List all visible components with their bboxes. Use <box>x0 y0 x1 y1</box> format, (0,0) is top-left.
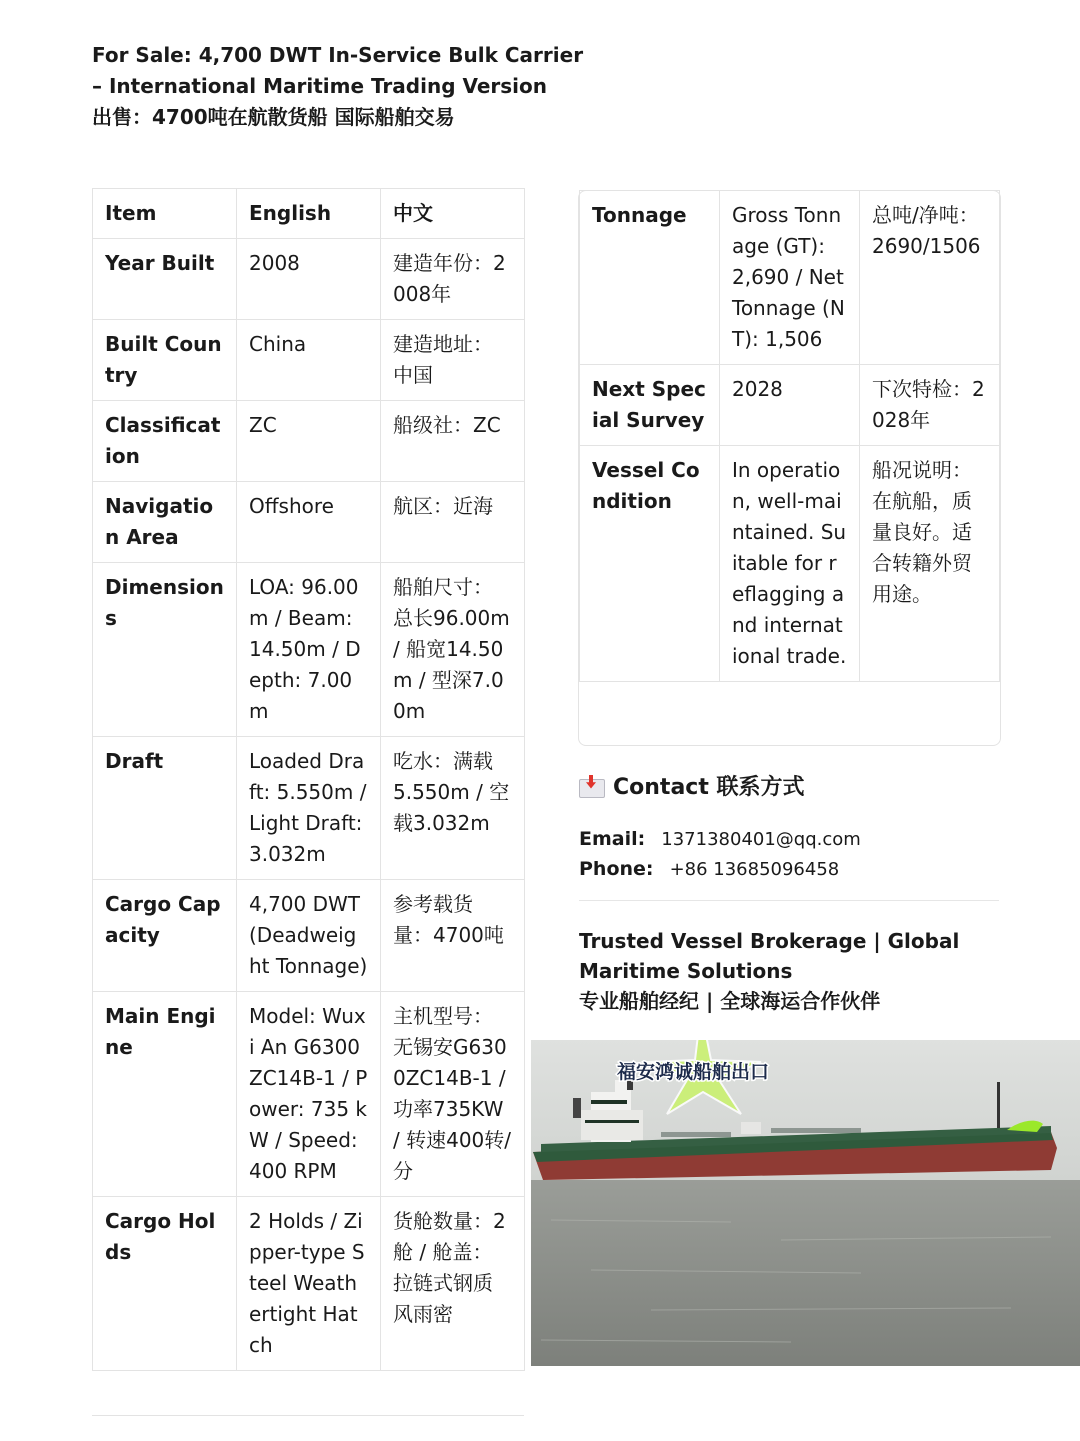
row-value-zh: 下次特检：2028年 <box>860 365 1000 446</box>
spec-table <box>92 188 525 1371</box>
row-value-zh: 建造年份：2008年 <box>381 239 525 320</box>
divider <box>579 900 999 901</box>
row-label: Year Built <box>93 239 237 320</box>
row-label: Dimensions <box>93 563 237 737</box>
table-row <box>93 737 525 880</box>
row-value-zh: 船级社：ZC <box>381 401 525 482</box>
table-header-row <box>93 189 525 239</box>
table-header-cell: English <box>237 189 381 239</box>
table-row <box>580 191 1000 365</box>
row-value-en: 2 Holds / Zipper-type Steel Weathertight Hatch <box>237 1197 381 1371</box>
row-value-zh: 总吨/净吨：2690/1506 <box>860 191 1000 365</box>
table-row <box>93 320 525 401</box>
phone-value[interactable]: +86 13685096458 <box>669 859 840 880</box>
tagline-en: Trusted Vessel Brokerage | Global Maritime Solutions <box>579 929 960 983</box>
table-row <box>580 446 1000 682</box>
row-value-en: Model: Wuxi An G6300ZC14B-1 / Power: 735 kW / Speed: 400 RPM <box>237 992 381 1197</box>
row-value-zh: 船况说明：在航船，质量良好。适合转籍外贸用途。 <box>860 446 1000 682</box>
email-value[interactable]: 1371380401@qq.com <box>661 829 861 850</box>
row-label: Next Special Survey <box>580 365 720 446</box>
photo-watermark: 福安鸿诚船舶出口 <box>617 1061 770 1083</box>
row-value-en: ZC <box>237 401 381 482</box>
vessel-photo-svg <box>531 1040 1080 1366</box>
vessel-photo <box>531 1040 1080 1366</box>
row-label: Navigation Area <box>93 482 237 563</box>
row-value-en: 4,700 DWT (Deadweight Tonnage) <box>237 880 381 992</box>
table-row <box>93 563 525 737</box>
table-row <box>93 482 525 563</box>
contact-heading <box>579 770 805 801</box>
row-label: Draft <box>93 737 237 880</box>
row-label: Cargo Holds <box>93 1197 237 1371</box>
table-row <box>93 992 525 1197</box>
row-value-zh: 货舱数量：2舱 / 舱盖：拉链式钢质风雨密 <box>381 1197 525 1371</box>
spec-table-continued <box>579 190 1000 682</box>
tagline-zh: 专业船舶经纪 | 全球海运合作伙伴 <box>579 989 881 1013</box>
row-label: Tonnage <box>580 191 720 365</box>
contact-heading-text: Contact 联系方式 <box>613 775 805 800</box>
email-line <box>579 828 861 850</box>
row-label: Vessel Condition <box>580 446 720 682</box>
title-line-2: – International Maritime Trading Version <box>92 74 548 98</box>
row-value-zh: 航区：近海 <box>381 482 525 563</box>
row-value-en: LOA: 96.00m / Beam: 14.50m / Depth: 7.00m <box>237 563 381 737</box>
row-value-en: China <box>237 320 381 401</box>
row-label: Built Country <box>93 320 237 401</box>
row-label: Cargo Capacity <box>93 880 237 992</box>
title-line-3: 出售：4700吨在航散货船 国际船舶交易 <box>92 105 455 129</box>
row-value-zh: 主机型号：无锡安G6300ZC14B-1 / 功率735KW / 转速400转/分 <box>381 992 525 1197</box>
table-row <box>93 1197 525 1371</box>
row-value-en: In operation, well-maintained. Suitable for reflagging and international trade. <box>720 446 860 682</box>
table-row <box>93 239 525 320</box>
row-value-en: Offshore <box>237 482 381 563</box>
email-label: Email: <box>579 828 646 850</box>
table-row <box>580 365 1000 446</box>
table-row <box>93 401 525 482</box>
phone-line <box>579 858 839 880</box>
row-value-en: 2028 <box>720 365 860 446</box>
row-value-zh: 参考载货量：4700吨 <box>381 880 525 992</box>
row-value-zh: 吃水：满载5.550m / 空载3.032m <box>381 737 525 880</box>
row-value-en: 2008 <box>237 239 381 320</box>
table-header-cell: 中文 <box>381 189 525 239</box>
page-title <box>92 40 584 133</box>
row-value-en: Loaded Draft: 5.550m / Light Draft: 3.032m <box>237 737 381 880</box>
phone-label: Phone: <box>579 858 654 880</box>
title-line-1: For Sale: 4,700 DWT In-Service Bulk Carrier <box>92 43 584 67</box>
table-row <box>93 880 525 992</box>
row-label: Main Engine <box>93 992 237 1197</box>
table-header-cell: Item <box>93 189 237 239</box>
row-value-zh: 建造地址：中国 <box>381 320 525 401</box>
row-value-en: Gross Tonnage (GT): 2,690 / Net Tonnage (NT): 1,506 <box>720 191 860 365</box>
tagline <box>579 926 1019 1016</box>
row-label: Classification <box>93 401 237 482</box>
incoming-envelope-icon <box>579 775 605 797</box>
row-value-zh: 船舶尺寸：总长96.00m / 船宽14.50m / 型深7.00m <box>381 563 525 737</box>
table-bottom-rule <box>92 1415 524 1416</box>
